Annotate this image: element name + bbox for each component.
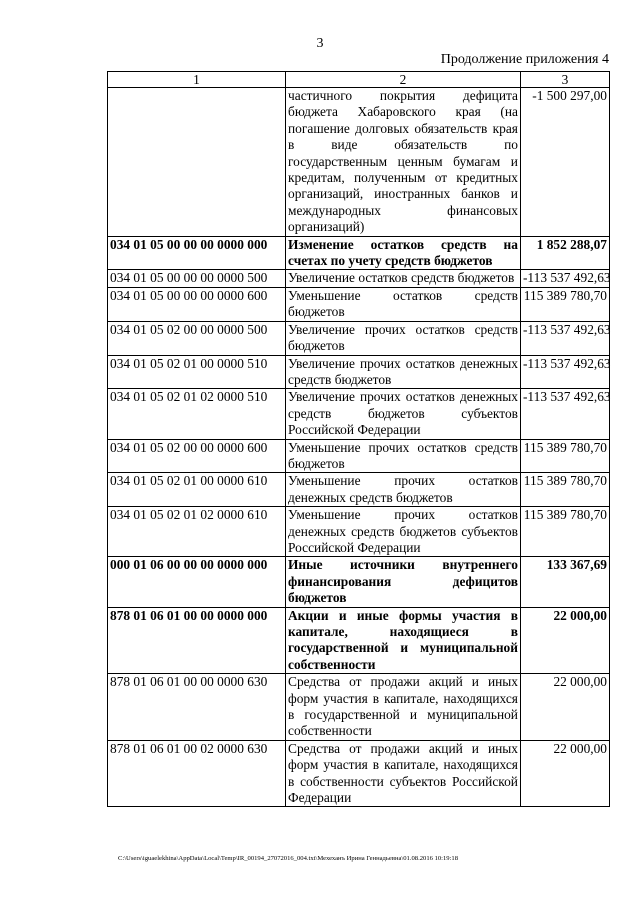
row-code: 000 01 06 00 00 00 0000 000: [108, 557, 286, 607]
footer-file-path: C:\Users\iguaelekhina\AppData\Local\Temp\IR_00194_27072016_004.txt\Мехеханъ Ирина Геннадьевна\01.08.2016 10:19:18: [118, 855, 459, 862]
row-description: Иные источники внутреннего финансирования дефицитов бюджетов: [286, 557, 521, 607]
header-col-3: 3: [520, 72, 609, 88]
row-description: частичного покрытия дефицита бюджета Хабаровского края (на погашение долговых обязательств края в виде обязательств по государственным ценным бумагам и кредитам, полученным от кредитных организаций, иностранных банков и международных финансовых организаций): [286, 88, 521, 237]
table-row: [108, 740, 610, 807]
table-row: [108, 321, 610, 355]
row-code: [108, 88, 286, 237]
row-description: Средства от продажи акций и иных форм участия в капитале, находящихся в собственности субъектов Российской Федерации: [286, 740, 521, 807]
row-description: Уменьшение прочих остатков средств бюджетов: [286, 439, 521, 473]
page-number: 3: [316, 36, 324, 51]
row-code: 034 01 05 00 00 00 0000 600: [108, 287, 286, 321]
row-code: 878 01 06 01 00 00 0000 000: [108, 607, 286, 674]
table-row: [108, 607, 610, 674]
row-value: 1 852 288,07: [520, 236, 609, 270]
row-description: Уменьшение прочих остатков денежных средств бюджетов: [286, 473, 521, 507]
table-row: [108, 287, 610, 321]
row-code: 034 01 05 02 00 00 0000 600: [108, 439, 286, 473]
table-row: [108, 473, 610, 507]
header-col-2: 2: [286, 72, 521, 88]
row-code: 034 01 05 00 00 00 0000 000: [108, 236, 286, 270]
row-value: -113 537 492,63: [520, 270, 609, 287]
row-description: Средства от продажи акций и иных форм участия в капитале, находящихся в государственной и муниципальной собственности: [286, 674, 521, 741]
row-description: Изменение остатков средств на счетах по учету средств бюджетов: [286, 236, 521, 270]
row-value: 22 000,00: [520, 607, 609, 674]
table-row: [108, 389, 610, 439]
row-value: 22 000,00: [520, 674, 609, 741]
continuation-label: Продолжение приложения 4: [440, 52, 609, 67]
row-value: -113 537 492,63: [520, 389, 609, 439]
row-description: Увеличение остатков средств бюджетов: [286, 270, 521, 287]
row-code: 034 01 05 02 00 00 0000 500: [108, 321, 286, 355]
table-row: [108, 507, 610, 557]
table-row: [108, 557, 610, 607]
row-value: -1 500 297,00: [520, 88, 609, 237]
row-code: 034 01 05 00 00 00 0000 500: [108, 270, 286, 287]
row-value: -113 537 492,63: [520, 355, 609, 389]
table-row: [108, 88, 610, 237]
row-value: 115 389 780,70: [520, 473, 609, 507]
row-description: Уменьшение остатков средств бюджетов: [286, 287, 521, 321]
row-code: 034 01 05 02 01 00 0000 610: [108, 473, 286, 507]
row-value: -113 537 492,63: [520, 321, 609, 355]
row-description: Увеличение прочих остатков денежных средств бюджетов: [286, 355, 521, 389]
table-row: [108, 355, 610, 389]
table-row: [108, 439, 610, 473]
row-description: Акции и иные формы участия в капитале, находящиеся в государственной и муниципальной собственности: [286, 607, 521, 674]
table-row: [108, 674, 610, 741]
sources-table: [107, 71, 610, 807]
table-row: [108, 270, 610, 287]
row-code: 034 01 05 02 01 02 0000 610: [108, 507, 286, 557]
row-code: 878 01 06 01 00 02 0000 630: [108, 740, 286, 807]
header-col-1: 1: [108, 72, 286, 88]
header-row: [108, 72, 610, 88]
row-code: 034 01 05 02 01 00 0000 510: [108, 355, 286, 389]
row-value: 115 389 780,70: [520, 507, 609, 557]
row-value: 133 367,69: [520, 557, 609, 607]
row-value: 22 000,00: [520, 740, 609, 807]
table-row: [108, 236, 610, 270]
row-description: Уменьшение прочих остатков денежных средств бюджетов субъектов Российской Федерации: [286, 507, 521, 557]
row-value: 115 389 780,70: [520, 439, 609, 473]
row-description: Увеличение прочих остатков денежных средств бюджетов субъектов Российской Федерации: [286, 389, 521, 439]
row-description: Увеличение прочих остатков средств бюджетов: [286, 321, 521, 355]
row-code: 878 01 06 01 00 00 0000 630: [108, 674, 286, 741]
row-value: 115 389 780,70: [520, 287, 609, 321]
row-code: 034 01 05 02 01 02 0000 510: [108, 389, 286, 439]
